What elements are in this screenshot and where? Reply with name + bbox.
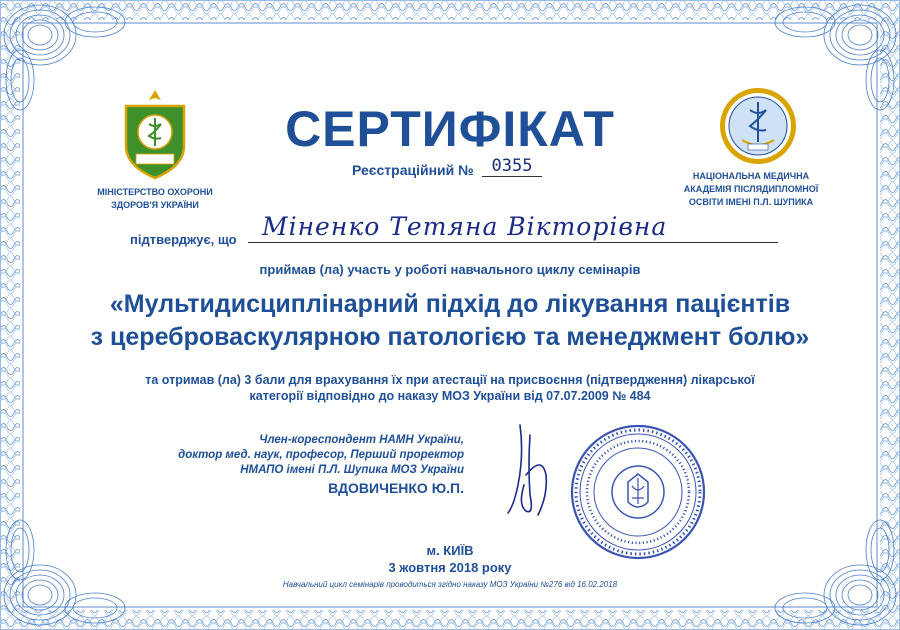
points-text <box>60 372 840 404</box>
points-text-line: та отримав (ла) 3 бали для врахування їх при атестації на присвоєння (підтвердження) лікарської <box>145 373 755 387</box>
ministry-name <box>90 186 220 212</box>
signer-title-line: НМАПО імені П.Л. Шупика МОЗ України <box>240 464 464 476</box>
handwritten-signature <box>490 415 570 525</box>
issue-date: 3 жовтня 2018 року <box>388 560 512 575</box>
signer-title-line: Член-кореспондент НАМН України, <box>259 434 464 446</box>
academy-name-line: АКАДЕМІЯ ПІСЛЯДИПЛОМНОЇ <box>683 184 819 194</box>
points-text-line: категорії відповідно до наказу МОЗ України від 07.07.2009 № 484 <box>249 389 651 403</box>
official-seal-icon <box>568 422 708 562</box>
academy-name <box>676 170 826 209</box>
course-title-line: «Мультидисциплінарний підхід до лікування пацієнтів <box>109 290 791 318</box>
certificate-title: СЕРТИФІКАТ <box>285 101 615 157</box>
signer-title <box>130 433 464 478</box>
academy-name-line: НАЦІОНАЛЬНА МЕДИЧНА <box>692 171 810 181</box>
footnote: Навчальний цикл семінарів проводиться згідно наказу МОЗ України №276 від 16.02.2018 <box>282 580 618 589</box>
participation-text: приймав (ла) участь у роботі навчального циклу семінарів <box>259 262 641 277</box>
city: м. КИЇВ <box>426 543 474 558</box>
registration-label: Реєстраційний № <box>352 162 474 178</box>
ministry-name-line: МІНІСТЕРСТВО ОХОРОНИ <box>97 187 213 197</box>
signer-name: ВДОВИЧЕНКО Ю.П. <box>328 480 464 496</box>
academy-name-line: ОСВІТИ ІМЕНІ П.Л. ШУПИКА <box>688 197 814 207</box>
recipient-name: Міненко Тетяна Вікторівна <box>262 212 668 241</box>
course-title-line: з цереброваскулярною патологією та менеджмент болю» <box>90 323 810 351</box>
ministry-name-line: ЗДОРОВ'Я УКРАЇНИ <box>111 200 199 210</box>
signer-title-line: доктор мед. наук, професор, Перший проректор <box>178 449 464 461</box>
course-title <box>40 288 860 354</box>
confirms-label: підтверджує, що <box>130 232 237 247</box>
registration-number: 0355 <box>482 156 542 177</box>
